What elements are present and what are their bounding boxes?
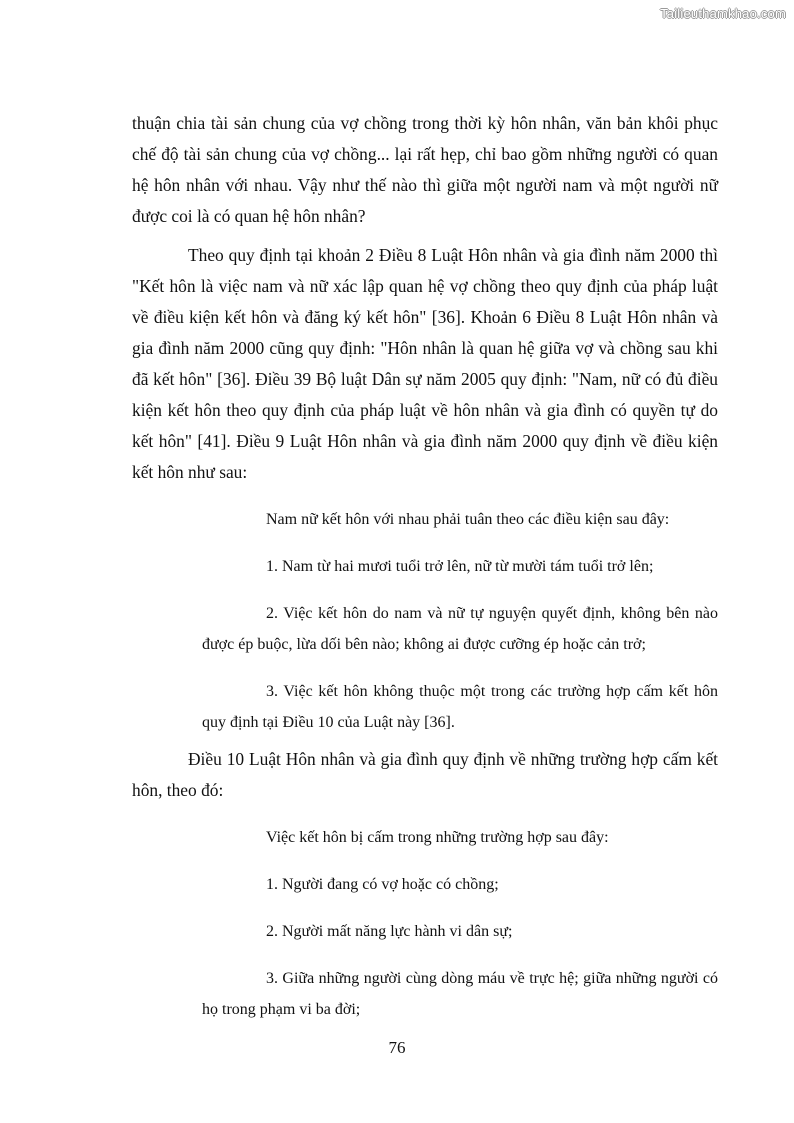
quote-item: 2. Việc kết hôn do nam và nữ tự nguyện quyết định, không bên nào được ép buộc, lừa dối bên nào; không ai được cưỡng ép hoặc cản trở; [202,605,718,653]
quote-item: 3. Giữa những người cùng dòng máu về trực hệ; giữa những người có họ trong phạm vi ba đời; [202,970,718,1018]
page-number: 76 [388,1038,406,1057]
watermark: Tailieuthamkhao.com [660,6,786,21]
paragraph-1: thuận chia tài sản chung của vợ chồng trong thời kỳ hôn nhân, văn bản khôi phục chế độ tài sản chung của vợ chồng... lại rất hẹp, chỉ bao gồm những người có quan hệ hôn nhân với nhau. Vậy như thế nào thì giữa một người nam và một người nữ được coi là có quan hệ hôn nhân? [132,113,718,226]
quote-block-marriage-conditions [132,504,718,738]
quote-intro: Nam nữ kết hôn với nhau phải tuân theo các điều kiện sau đây: [266,511,670,528]
quote-item: 2. Người mất năng lực hành vi dân sự; [266,923,513,940]
document-body [132,108,718,1031]
paragraph-3: Điều 10 Luật Hôn nhân và gia đình quy định về những trường hợp cấm kết hôn, theo đó: [132,749,718,800]
quote-block-marriage-prohibitions [132,822,718,1025]
quote-item: 1. Người đang có vợ hoặc có chồng; [266,876,499,893]
quote-intro: Việc kết hôn bị cấm trong những trường hợp sau đây: [266,829,609,846]
paragraph-2: Theo quy định tại khoản 2 Điều 8 Luật Hôn nhân và gia đình năm 2000 thì "Kết hôn là việc nam và nữ xác lập quan hệ vợ chồng theo quy định của pháp luật về điều kiện kết hôn và đăng ký kết hôn" [36]. Khoản 6 Điều 8 Luật Hôn nhân và gia đình năm 2000 cũng quy định: "Hôn nhân là quan hệ giữa vợ và chồng sau khi đã kết hôn" [36]. Điều 39 Bộ luật Dân sự năm 2005 quy định: "Nam, nữ có đủ điều kiện kết hôn theo quy định của pháp luật về hôn nhân và gia đình có quyền tự do kết hôn" [41]. Điều 9 Luật Hôn nhân và gia đình năm 2000 quy định về điều kiện kết hôn như sau: [132,245,718,482]
quote-item: 1. Nam từ hai mươi tuổi trở lên, nữ từ mười tám tuổi trở lên; [266,558,654,575]
quote-item: 3. Việc kết hôn không thuộc một trong các trường hợp cấm kết hôn quy định tại Điều 10 của Luật này [36]. [202,683,718,731]
